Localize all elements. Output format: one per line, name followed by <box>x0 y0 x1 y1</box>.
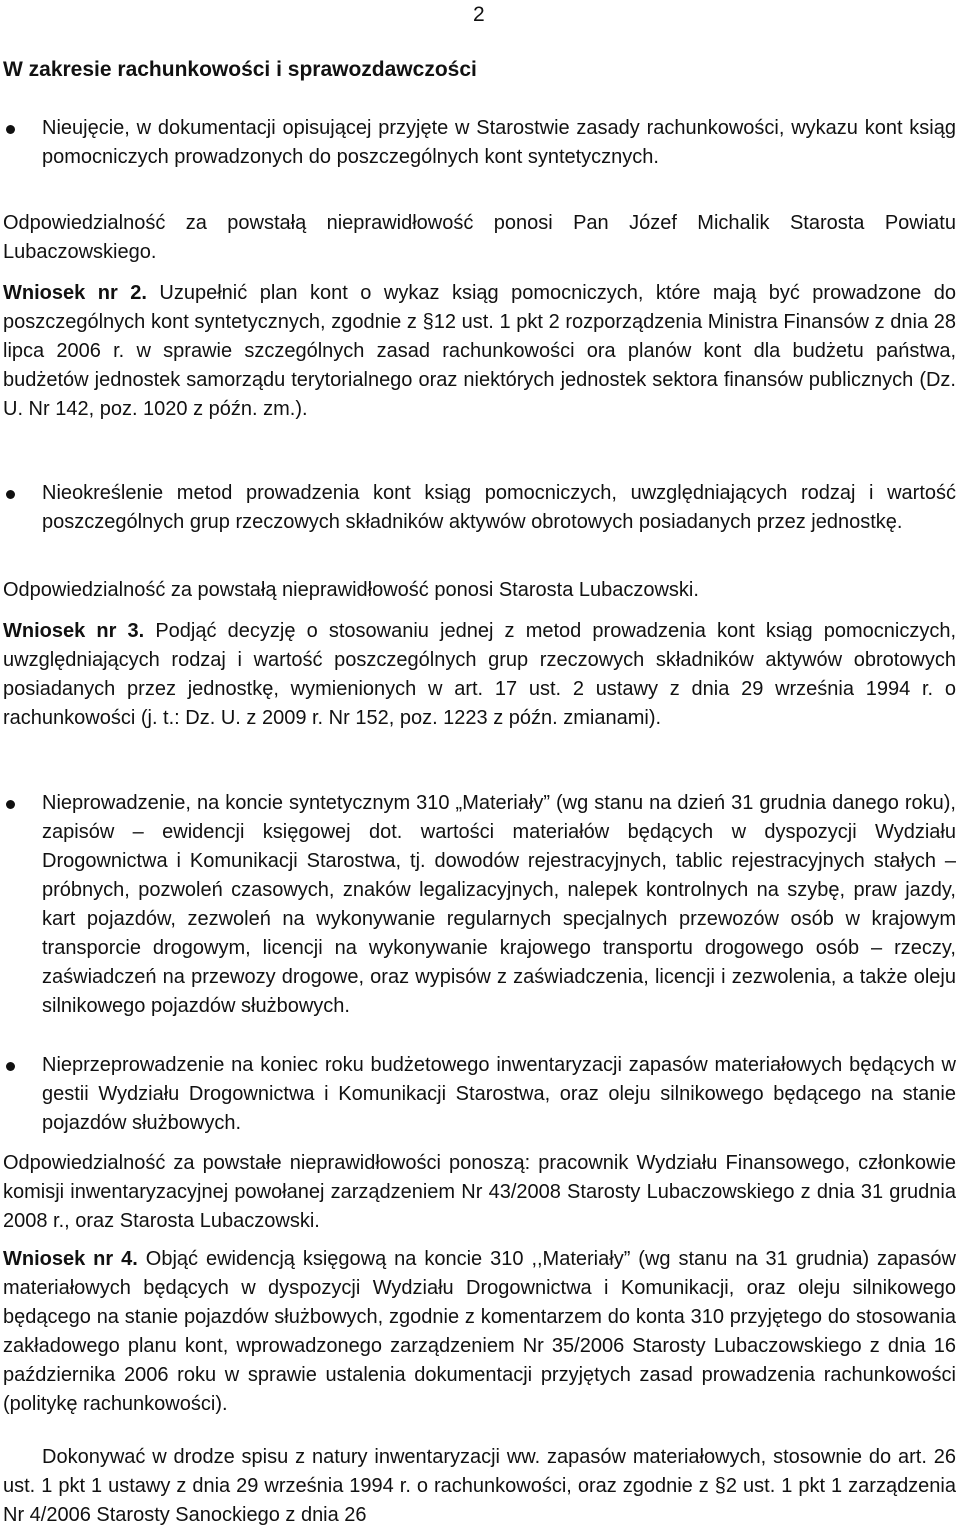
responsibility-paragraph-2: Odpowiedzialność za powstałą nieprawidłowość ponosi Starosta Lubaczowski. <box>3 579 699 601</box>
recommendation-3 <box>3 617 956 733</box>
responsibility-paragraph-1: Odpowiedzialność za powstałą nieprawidłowość ponosi Pan Józef Michalik Starosta Powiatu Lubaczowskiego. <box>3 212 956 263</box>
finding-bullet-3 <box>42 789 956 1021</box>
recommendation-label: Wniosek nr 2. <box>3 282 147 304</box>
recommendation-2 <box>3 279 956 424</box>
page-number: 2 <box>473 3 485 26</box>
recommendation-text: Podjąć decyzję o stosowaniu jednej z metod prowadzenia kont ksiąg pomocniczych, uwzględniających rodzaj i wartość poszczególnych grup rzeczowych składników aktywów obrotowych posiadanych przez jednostkę, wymienionych w art. 17 ust. 2 ustawy z dnia 29 września 1994 r. o rachunkowości (j. t.: Dz. U. z 2009 r. Nr 152, poz. 1223 z późn. zmianami). <box>3 620 956 729</box>
bullet-icon <box>6 1062 15 1071</box>
recommendation-4 <box>3 1245 956 1419</box>
finding-bullet-1 <box>42 114 956 172</box>
bullet-icon <box>6 125 15 134</box>
responsibility-paragraph-3: Odpowiedzialność za powstałe nieprawidłowości ponoszą: pracownik Wydziału Finansowego, członkowie komisji inwentaryzacyjnej powołanej zarządzeniem Nr 43/2008 Starosty Lubaczowskiego z dnia 31 grudnia 2008 r., oraz Starosta Lubaczowski. <box>3 1152 956 1232</box>
finding-bullet-4 <box>42 1051 956 1138</box>
bullet-icon <box>6 490 15 499</box>
finding-text: Nieprzeprowadzenie na koniec roku budżetowego inwentaryzacji zapasów materiałowych będących w gestii Wydziału Drogownictwa i Komunikacji Starostwa, oraz oleju silnikowego będącego na stanie pojazdów służbowych. <box>42 1054 956 1134</box>
finding-text: Nieujęcie, w dokumentacji opisującej przyjęte w Starostwie zasady rachunkowości, wykazu kont ksiąg pomocniczych prowadzonych do poszczególnych kont syntetycznych. <box>42 117 956 168</box>
recommendation-text: Objąć ewidencją księgową na koncie 310 ,,Materiały” (wg stanu na 31 grudnia) zapasów materiałowych będących w dyspozycji Wydziału Drogownictwa i Komunikacji, oraz oleju silnikowego będącego na stanie pojazdów służbowych, zgodnie z komentarzem do konta 310 przyjętego do stosowania zakładowego planu kont, wprowadzonego zarządzeniem Nr 35/2006 Starosty Lubaczowskiego z dnia 16 października 2006 roku w sprawie ustalenia dokumentacji przyjętych zasad prowadzenia rachunkowości (politykę rachunkowości). <box>3 1248 956 1415</box>
finding-text: Nieokreślenie metod prowadzenia kont ksiąg pomocniczych, uwzględniających rodzaj i wartość poszczególnych grup rzeczowych składników aktywów obrotowych posiadanych przez jednostkę. <box>42 482 956 533</box>
recommendation-text: Uzupełnić plan kont o wykaz ksiąg pomocniczych, które mają być prowadzone do poszczególnych kont syntetycznych, zgodnie z §12 ust. 1 pkt 2 rozporządzenia Ministra Finansów z dnia 28 lipca 2006 r. w sprawie szczególnych zasad rachunkowości ora planów kont dla budżetu państwa, budżetów jednostek samorządu terytorialnego oraz niektórych jednostek sektora finansów publicznych (Dz. U. Nr 142, poz. 1020 z późn. zm.). <box>3 282 957 420</box>
recommendation-label: Wniosek nr 3. <box>3 620 145 642</box>
closing-paragraph: Dokonywać w drodze spisu z natury inwentaryzacji ww. zapasów materiałowych, stosownie do art. 26 ust. 1 pkt 1 ustawy z dnia 29 września 1994 r. o rachunkowości, oraz zgodnie z §2 ust. 1 pkt 1 zarządzenia Nr 4/2006 Starosty Sanockiego z dnia 26 <box>3 1446 956 1526</box>
finding-text: Nieprowadzenie, na koncie syntetycznym 310 „Materiały” (wg stanu na dzień 31 grudnia danego roku), zapisów – ewidencji księgowej dot. wartości materiałów będących w dyspozycji Wydziału Drogownictwa i Komunikacji Starostwa, tj. dowodów rejestracyjnych, tablic rejestracyjnych stałych – próbnych, pozwoleń czasowych, znaków legalizacyjnych, nalepek kontrolnych na szybę, praw jazdy, kart pojazdów, zezwoleń na wykonywanie regularnych specjalnych przewozów osób w krajowym transporcie drogowym, licencji na wykonywanie krajowego transportu drogowego osób – rzeczy, zaświadczeń na przewozy drogowe, oraz wypisów z zaświadczenia, licencji i zezwolenia, a także oleju silnikowego pojazdów służbowych. <box>42 792 956 1017</box>
bullet-icon <box>6 800 15 809</box>
finding-bullet-2 <box>42 479 956 537</box>
recommendation-label: Wniosek nr 4. <box>3 1248 138 1270</box>
section-heading: W zakresie rachunkowości i sprawozdawczości <box>3 58 477 81</box>
